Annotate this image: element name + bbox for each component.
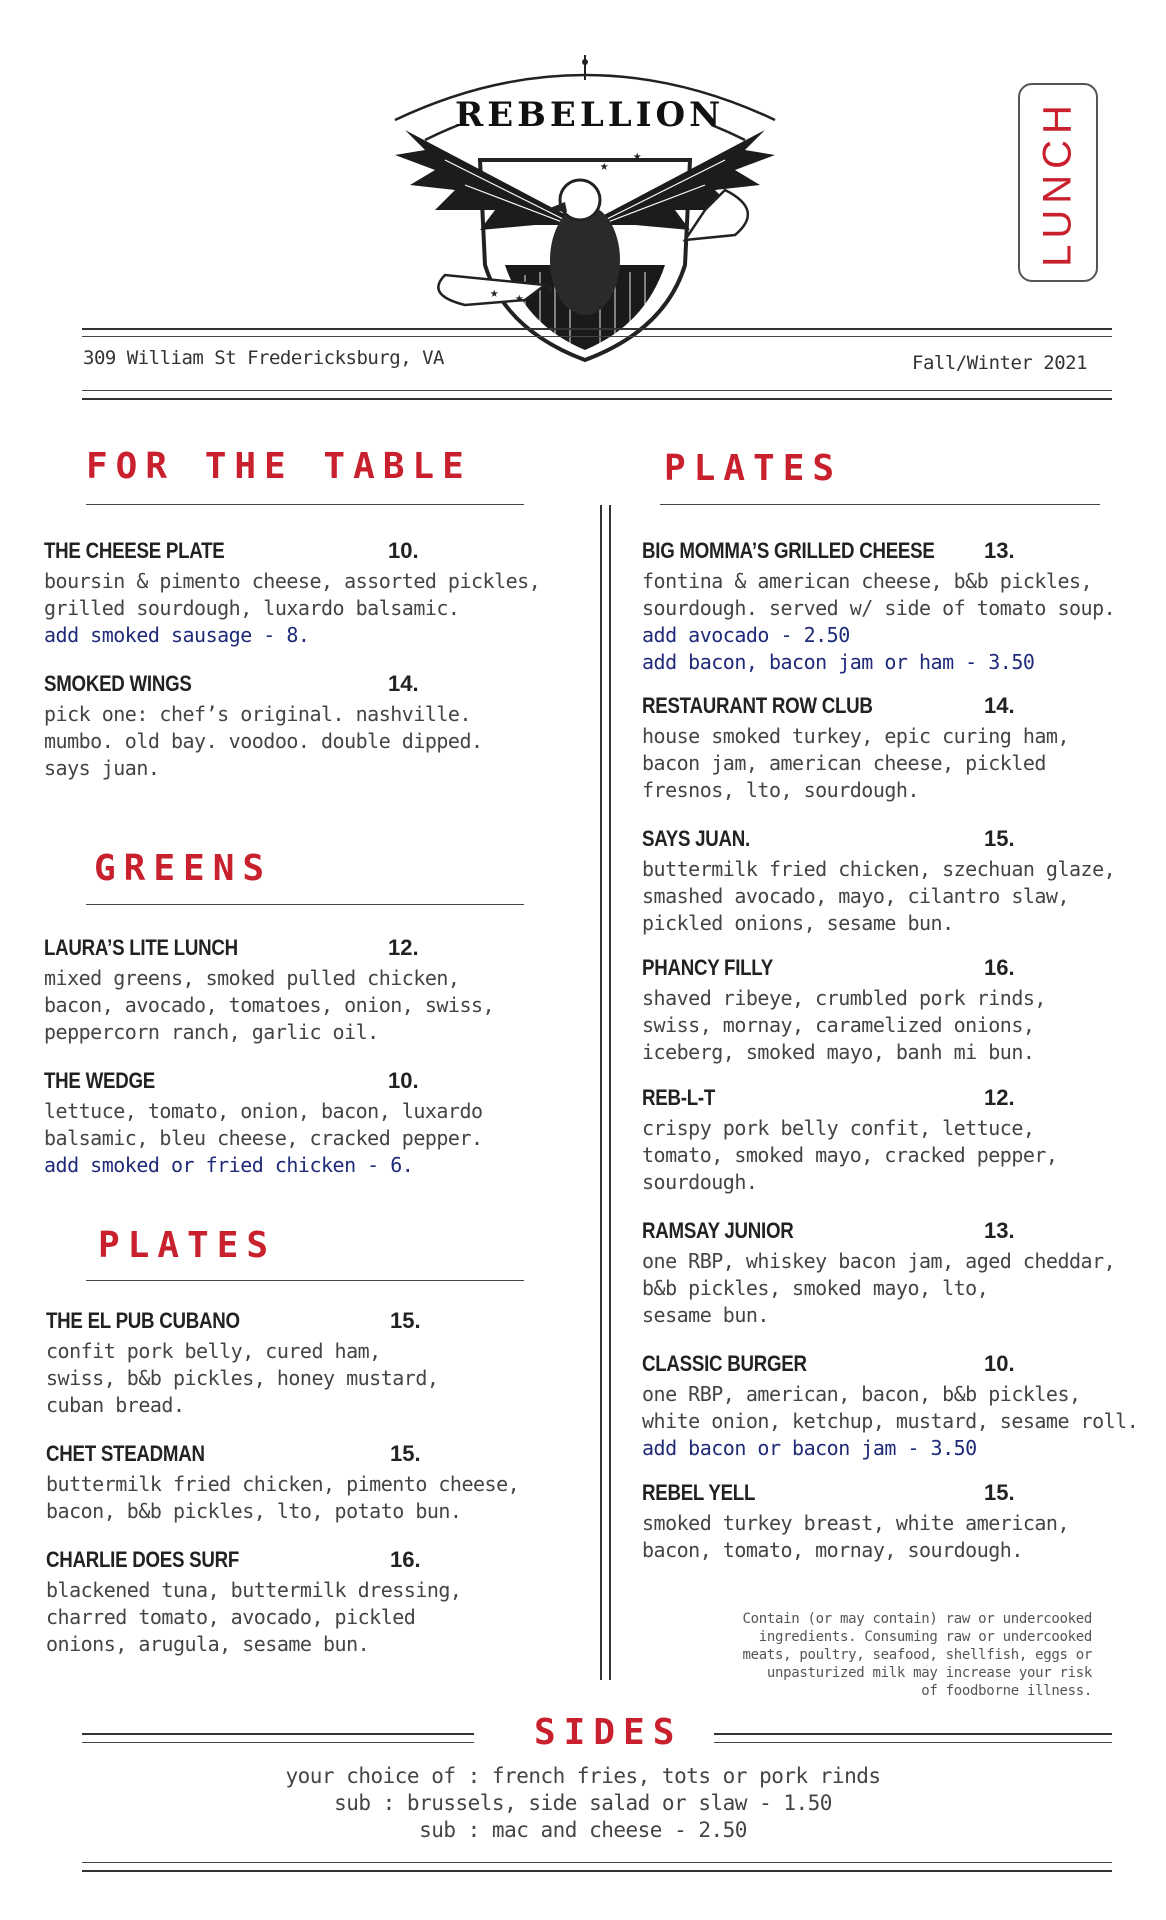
item-price: 12. (984, 1085, 1015, 1110)
item-description: fontina & american cheese, b&b pickles, sourdough. served w/ side of tomato soup. (642, 569, 1116, 620)
menu-item (46, 1308, 566, 1419)
item-description: one RBP, american, bacon, b&b pickles, white onion, ketchup, mustard, sesame roll. (642, 1382, 1139, 1433)
item-name: CHET STEADMAN (46, 1441, 205, 1466)
item-description: confit pork belly, cured ham, swiss, b&b pickles, honey mustard, cuban bread. (46, 1339, 439, 1417)
section-title-plates-right: PLATES (664, 448, 843, 489)
section-rule (86, 904, 524, 905)
item-price: 15. (390, 1441, 421, 1466)
menu-item (642, 1218, 1162, 1329)
item-name: PHANCY FILLY (642, 955, 773, 980)
svg-text:★: ★ (600, 158, 609, 174)
logo (385, 50, 785, 370)
menu-item (642, 826, 1162, 937)
item-description: boursin & pimento cheese, assorted pickles, grilled sourdough, luxardo balsamic. (44, 569, 541, 620)
sides-rule-right-2 (714, 1742, 1112, 1743)
sides-rule-left-2 (82, 1742, 474, 1743)
item-price: 16. (390, 1547, 421, 1572)
item-addon: add smoked sausage - 8. (44, 623, 310, 647)
item-name: SAYS JUAN. (642, 826, 750, 851)
menu-item (44, 671, 564, 782)
item-description: blackened tuna, buttermilk dressing, charred tomato, avocado, pickled onions, arugula, sesame bun. (46, 1578, 462, 1656)
item-name: CHARLIE DOES SURF (46, 1547, 240, 1572)
item-addon: add avocado - 2.50 (642, 623, 850, 647)
sides-rule-right-1 (714, 1733, 1112, 1735)
menu-item (642, 693, 1162, 804)
section-title-greens: GREENS (94, 848, 273, 889)
item-price: 12. (388, 935, 419, 960)
item-name: RAMSAY JUNIOR (642, 1218, 794, 1243)
meal-tag (1018, 83, 1098, 282)
item-name: THE WEDGE (44, 1068, 155, 1093)
food-safety-disclaimer: Contain (or may contain) raw or undercooked ingredients. Consuming raw or undercooked meats, poultry, seafood, shellfish, eggs or unpasturized milk may increase your risk of foodborne illness. (742, 1611, 1092, 1699)
column-divider-1 (600, 505, 602, 1680)
header-rule-bottom-2 (82, 398, 1112, 400)
item-name: CLASSIC BURGER (642, 1351, 807, 1376)
section-rule (86, 1280, 524, 1281)
menu-item (44, 1068, 564, 1179)
season: Fall/Winter 2021 (912, 352, 1088, 374)
item-description: buttermilk fried chicken, pimento cheese, bacon, b&b pickles, lto, potato bun. (46, 1472, 520, 1523)
menu-item (44, 538, 564, 649)
svg-text:★: ★ (633, 148, 642, 164)
item-price: 13. (984, 538, 1015, 563)
column-divider-2 (609, 505, 611, 1680)
brand-name: REBELLION (455, 95, 725, 135)
header-rule-bottom-1 (82, 390, 1112, 391)
sides-line: sub : mac and cheese - 2.50 (419, 1818, 747, 1842)
menu-item (46, 1547, 566, 1658)
item-description: buttermilk fried chicken, szechuan glaze, smashed avocado, mayo, cilantro slaw, pickled onions, sesame bun. (642, 857, 1116, 935)
item-addon: add bacon, bacon jam or ham - 3.50 (642, 650, 1035, 674)
menu-item (642, 1351, 1162, 1462)
item-description: pick one: chef’s original. nashville. mumbo. old bay. voodoo. double dipped. says juan. (44, 702, 483, 780)
item-price: 16. (984, 955, 1015, 980)
item-addon: add smoked or fried chicken - 6. (44, 1153, 414, 1177)
sides-line: your choice of : french fries, tots or pork rinds (285, 1764, 881, 1788)
header-rule-top-2 (82, 336, 1112, 337)
menu-item (44, 935, 564, 1046)
section-title-plates-left: PLATES (98, 1225, 277, 1266)
sides-line: sub : brussels, side salad or slaw - 1.50 (334, 1791, 832, 1815)
meal-label: LUNCH (1035, 98, 1080, 267)
item-name: THE EL PUB CUBANO (46, 1308, 240, 1333)
item-price: 10. (984, 1351, 1015, 1376)
item-name: RESTAURANT ROW CLUB (642, 693, 873, 718)
section-title-for-the-table: FOR THE TABLE (86, 446, 472, 487)
item-price: 14. (984, 693, 1015, 718)
menu-item (642, 955, 1162, 1066)
svg-text:★: ★ (515, 290, 524, 306)
svg-text:★: ★ (490, 285, 499, 301)
item-price: 15. (984, 1480, 1015, 1505)
item-description: smoked turkey breast, white american, bacon, tomato, mornay, sourdough. (642, 1511, 1070, 1562)
header-rule-top-1 (82, 328, 1112, 330)
sides-rule-left-1 (82, 1733, 474, 1735)
item-price: 10. (388, 538, 419, 563)
item-name: THE CHEESE PLATE (44, 538, 225, 563)
address: 309 William St Fredericksburg, VA (83, 347, 444, 369)
section-rule (86, 504, 524, 505)
item-description: crispy pork belly confit, lettuce, tomato, smoked mayo, cracked pepper, sourdough. (642, 1116, 1058, 1194)
item-price: 13. (984, 1218, 1015, 1243)
section-title-sides: SIDES (534, 1712, 683, 1753)
footer-rule-1 (82, 1862, 1112, 1863)
item-description: one RBP, whiskey bacon jam, aged cheddar, b&b pickles, smoked mayo, lto, sesame bun. (642, 1249, 1116, 1327)
menu-item (46, 1441, 566, 1525)
item-name: LAURA’S LITE LUNCH (44, 935, 238, 960)
menu-item (642, 538, 1162, 676)
item-description: mixed greens, smoked pulled chicken, bacon, avocado, tomatoes, onion, swiss, peppercorn ranch, garlic oil. (44, 966, 495, 1044)
item-price: 15. (984, 826, 1015, 851)
item-price: 14. (388, 671, 419, 696)
item-description: shaved ribeye, crumbled pork rinds, swiss, mornay, caramelized onions, iceberg, smoked mayo, banh mi bun. (642, 986, 1046, 1064)
item-description: lettuce, tomato, onion, bacon, luxardo balsamic, bleu cheese, cracked pepper. (44, 1099, 483, 1150)
item-name: REB-L-T (642, 1085, 716, 1110)
item-name: REBEL YELL (642, 1480, 756, 1505)
menu-item (642, 1480, 1162, 1564)
item-addon: add bacon or bacon jam - 3.50 (642, 1436, 977, 1460)
footer-rule-2 (82, 1870, 1112, 1872)
section-rule (660, 504, 1100, 505)
item-name: SMOKED WINGS (44, 671, 192, 696)
item-price: 10. (388, 1068, 419, 1093)
item-name: BIG MOMMA’S GRILLED CHEESE (642, 538, 935, 563)
item-price: 15. (390, 1308, 421, 1333)
menu-item (642, 1085, 1162, 1196)
svg-text:★: ★ (545, 280, 554, 296)
item-description: house smoked turkey, epic curing ham, bacon jam, american cheese, pickled fresnos, lto, sourdough. (642, 724, 1070, 802)
